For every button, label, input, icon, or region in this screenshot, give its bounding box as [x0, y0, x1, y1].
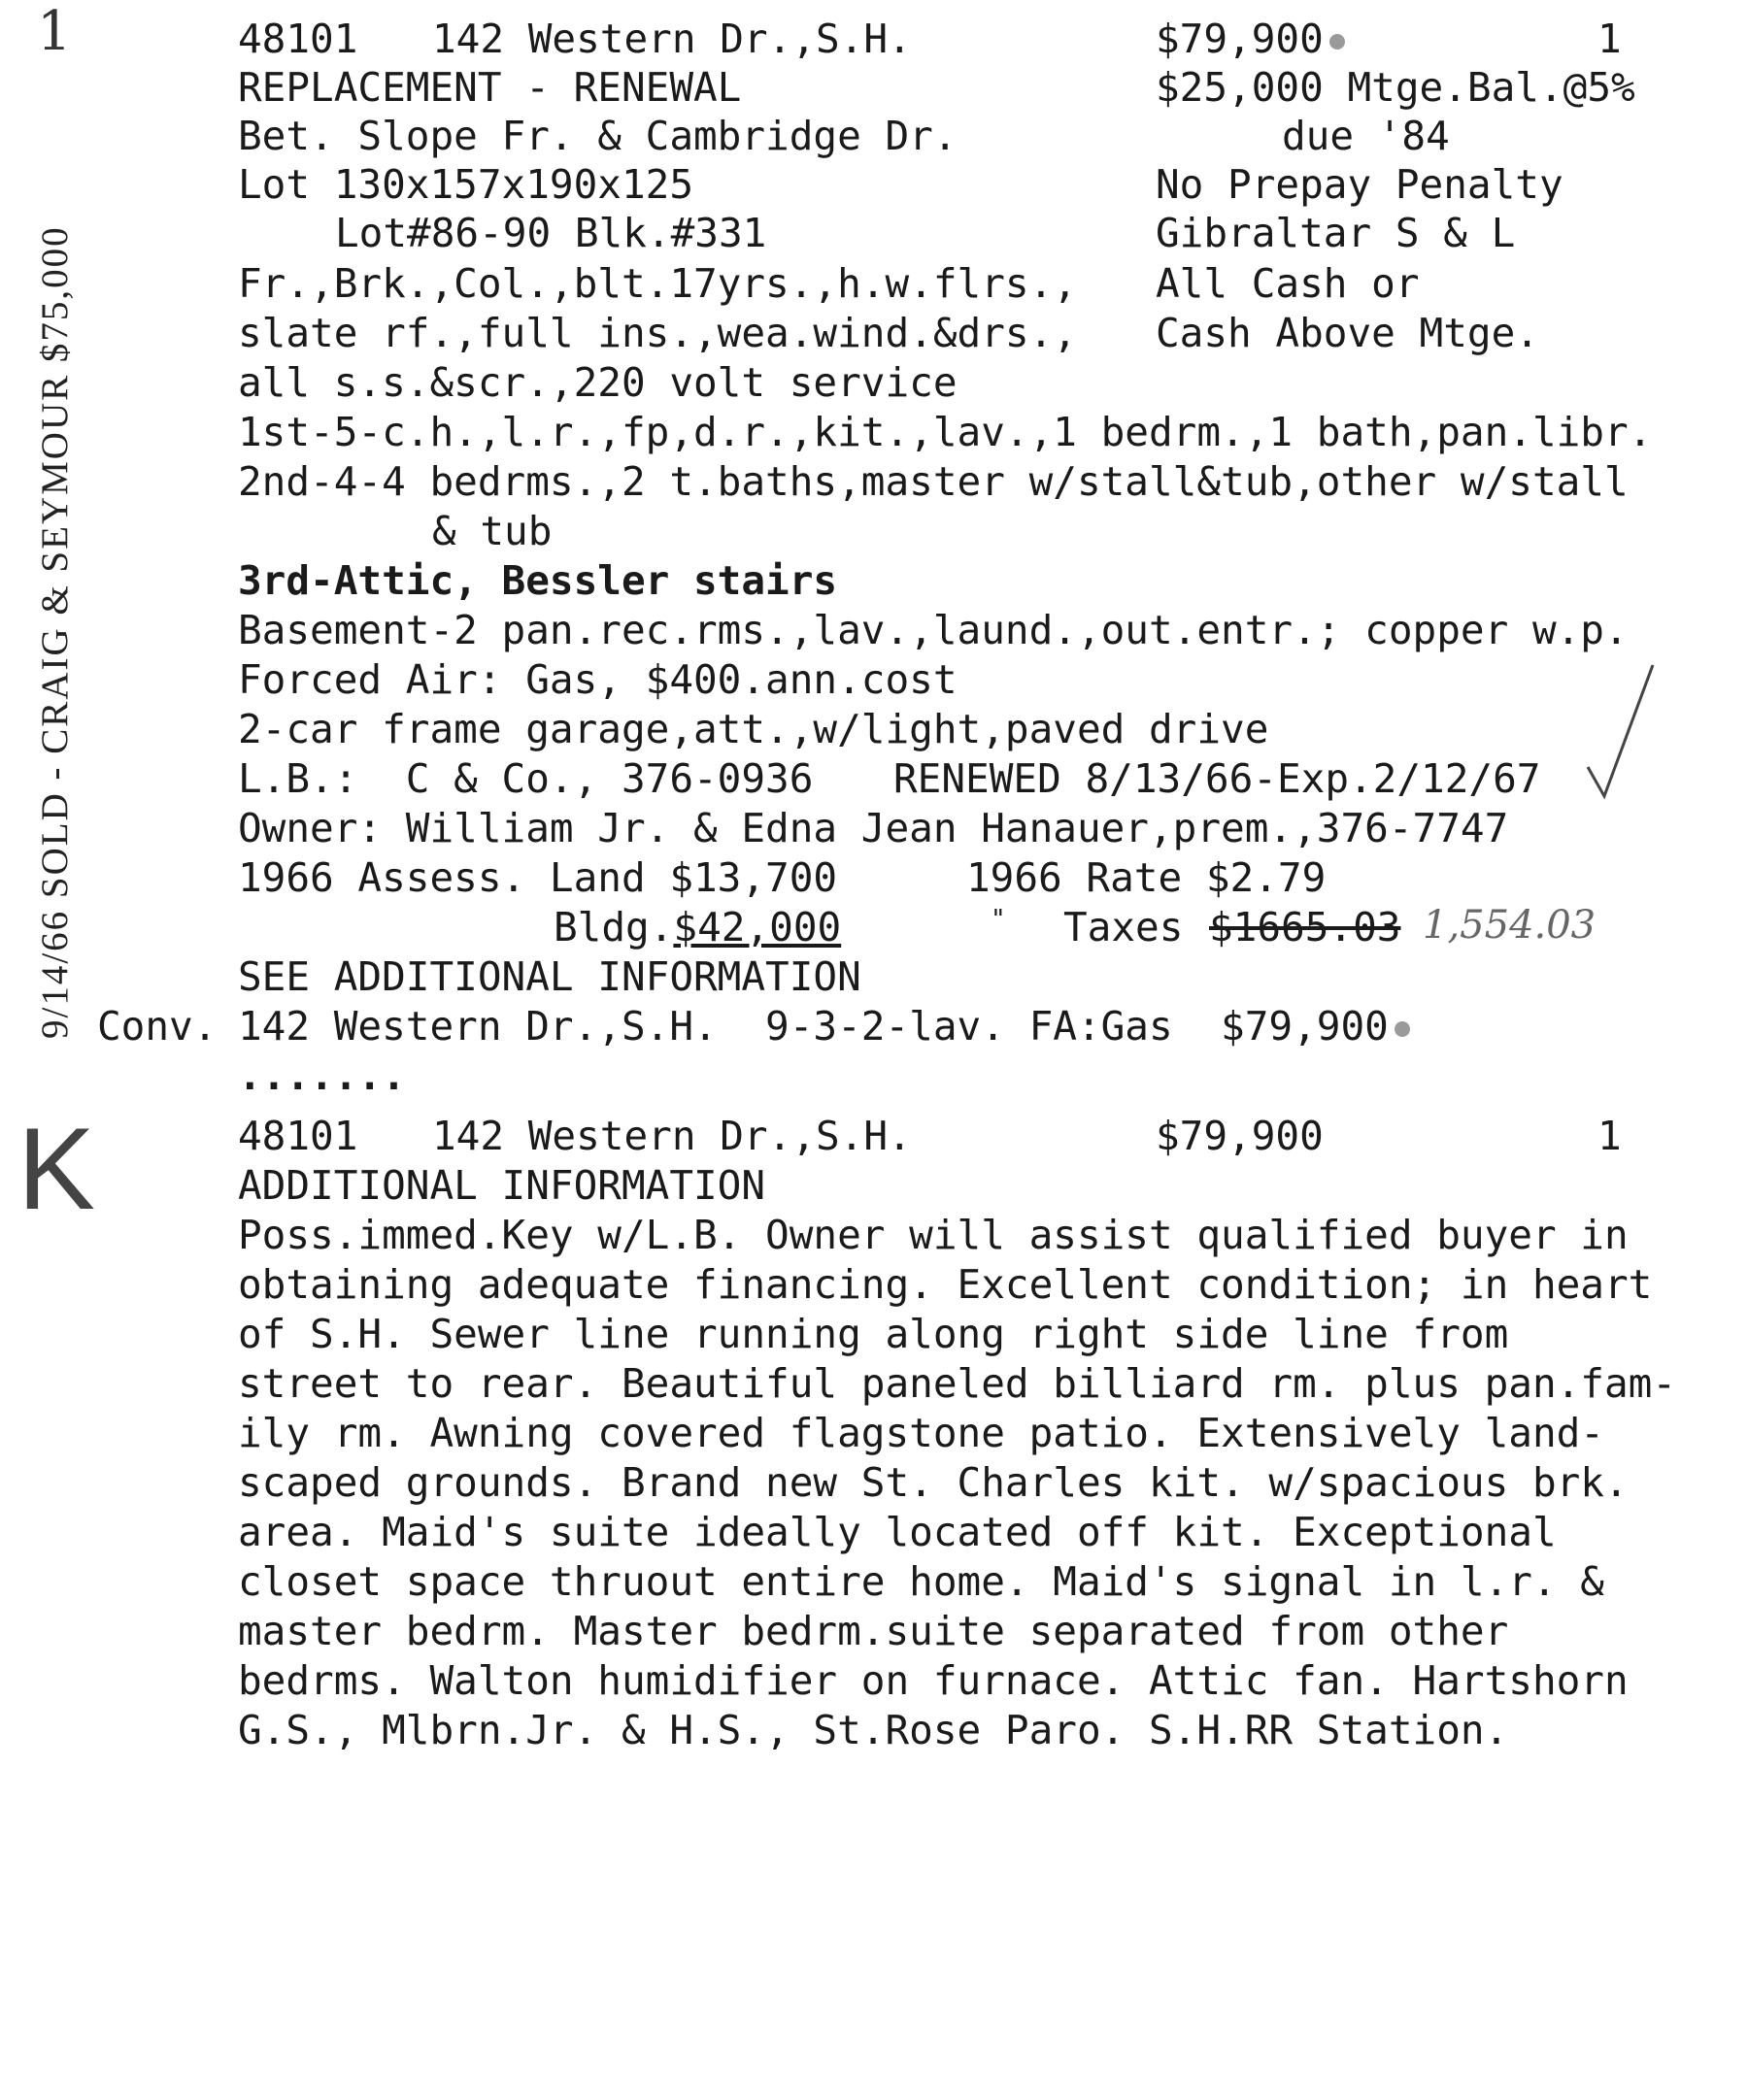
lender: Gibraltar S & L	[1156, 210, 1516, 256]
tax-rate: 1966 Rate $2.79	[966, 854, 1327, 901]
additional-number: 48101	[238, 1113, 358, 1159]
renewed: RENEWED 8/13/66-Exp.2/12/67	[893, 755, 1541, 802]
handwritten-mark-top: 1	[37, 0, 72, 63]
conv-label: Conv.	[97, 1003, 218, 1050]
prepay-penalty: No Prepay Penalty	[1156, 161, 1563, 208]
listing-number: 48101	[238, 16, 358, 62]
additional-line: obtaining adequate financing. Excellent condition; in heart	[238, 1261, 1653, 1308]
additional-price: $79,900	[1156, 1113, 1324, 1159]
ditto-mark: "	[991, 905, 1006, 934]
conv-summary: 142 Western Dr.,S.H. 9-3-2-lav. FA:Gas $79,900	[238, 1002, 1410, 1050]
second-floor-cont: & tub	[432, 508, 553, 554]
separator-dots: .......	[238, 1052, 406, 1099]
additional-line: closet space thruout entire home. Maid's signal in l.r. &	[238, 1558, 1604, 1605]
additional-address: 142 Western Dr.,S.H.	[432, 1113, 912, 1159]
handwritten-k: K	[17, 1104, 96, 1234]
basement: Basement-2 pan.rec.rms.,lav.,laund.,out.entr.; copper w.p.	[238, 607, 1629, 653]
checkmark-icon	[1583, 660, 1661, 806]
taxes-old: $1665.03	[1209, 904, 1401, 950]
features-line-2: all s.s.&scr.,220 volt service	[238, 359, 958, 406]
additional-line: of S.H. Sewer line running along right side line from	[238, 1311, 1509, 1357]
mortgage-balance: $25,000 Mtge.Bal.@5%	[1156, 64, 1635, 111]
second-floor: 2nd-4-4 bedrms.,2 t.baths,master w/stall&tub,other w/stall	[238, 458, 1629, 505]
see-additional: SEE ADDITIONAL INFORMATION	[238, 953, 861, 1000]
additional-line: ily rm. Awning covered flagstone patio. Extensively land-	[238, 1410, 1604, 1456]
listing-label: REPLACEMENT - RENEWAL	[238, 64, 742, 111]
location: Bet. Slope Fr. & Cambridge Dr.	[238, 113, 958, 159]
terms-line-1: All Cash or	[1156, 260, 1420, 307]
garage: 2-car frame garage,att.,w/light,paved drive	[238, 706, 1269, 752]
first-floor: 1st-5-c.h.,l.r.,fp,d.r.,kit.,lav.,1 bedrm.,1 bath,pan.libr.	[238, 409, 1653, 455]
sold-stamp: 9/14/66 SOLD - CRAIG & SEYMOUR $75,000	[34, 225, 76, 1039]
owner: Owner: William Jr. & Edna Jean Hanauer,prem.,376-7747	[238, 805, 1509, 851]
additional-heading: ADDITIONAL INFORMATION	[238, 1162, 766, 1209]
assessment-land: 1966 Assess. Land $13,700	[238, 854, 838, 901]
third-floor: 3rd-Attic, Bessler stairs	[238, 557, 838, 604]
heating: Forced Air: Gas, $400.ann.cost	[238, 656, 958, 703]
additional-line: area. Maid's suite ideally located off kit. Exceptional	[238, 1509, 1557, 1555]
assessment-bldg: Bldg.$42,000	[554, 904, 842, 950]
listing-page: 1	[1597, 16, 1622, 62]
mortgage-due: due '84	[1282, 113, 1450, 159]
additional-line: scaped grounds. Brand new St. Charles kit. w/spacious brk.	[238, 1459, 1629, 1506]
listing-address: 142 Western Dr.,S.H.	[432, 16, 912, 62]
additional-line: G.S., Mlbrn.Jr. & H.S., St.Rose Paro. S.H.RR Station.	[238, 1707, 1509, 1753]
lot-size: Lot 130x157x190x125	[238, 161, 693, 208]
taxes-handwritten: 1,554.03	[1423, 903, 1597, 948]
listing-price: $79,900	[1156, 15, 1345, 63]
terms-line-2: Cash Above Mtge.	[1156, 310, 1539, 356]
construction: Fr.,Brk.,Col.,blt.17yrs.,h.w.flrs.,	[238, 260, 1077, 307]
features-line-1: slate rf.,full ins.,wea.wind.&drs.,	[238, 310, 1077, 356]
lockbox: L.B.: C & Co., 376-0936	[238, 755, 814, 802]
additional-page: 1	[1597, 1113, 1622, 1159]
taxes-label: Taxes	[1063, 904, 1184, 950]
additional-line: Poss.immed.Key w/L.B. Owner will assist qualified buyer in	[238, 1212, 1629, 1258]
additional-line: bedrms. Walton humidifier on furnace. Attic fan. Hartshorn	[238, 1657, 1629, 1704]
additional-line: street to rear. Beautiful paneled billiard rm. plus pan.fam-	[238, 1360, 1677, 1407]
lot-block: Lot#86-90 Blk.#331	[335, 210, 767, 256]
additional-line: master bedrm. Master bedrm.suite separated from other	[238, 1608, 1509, 1654]
